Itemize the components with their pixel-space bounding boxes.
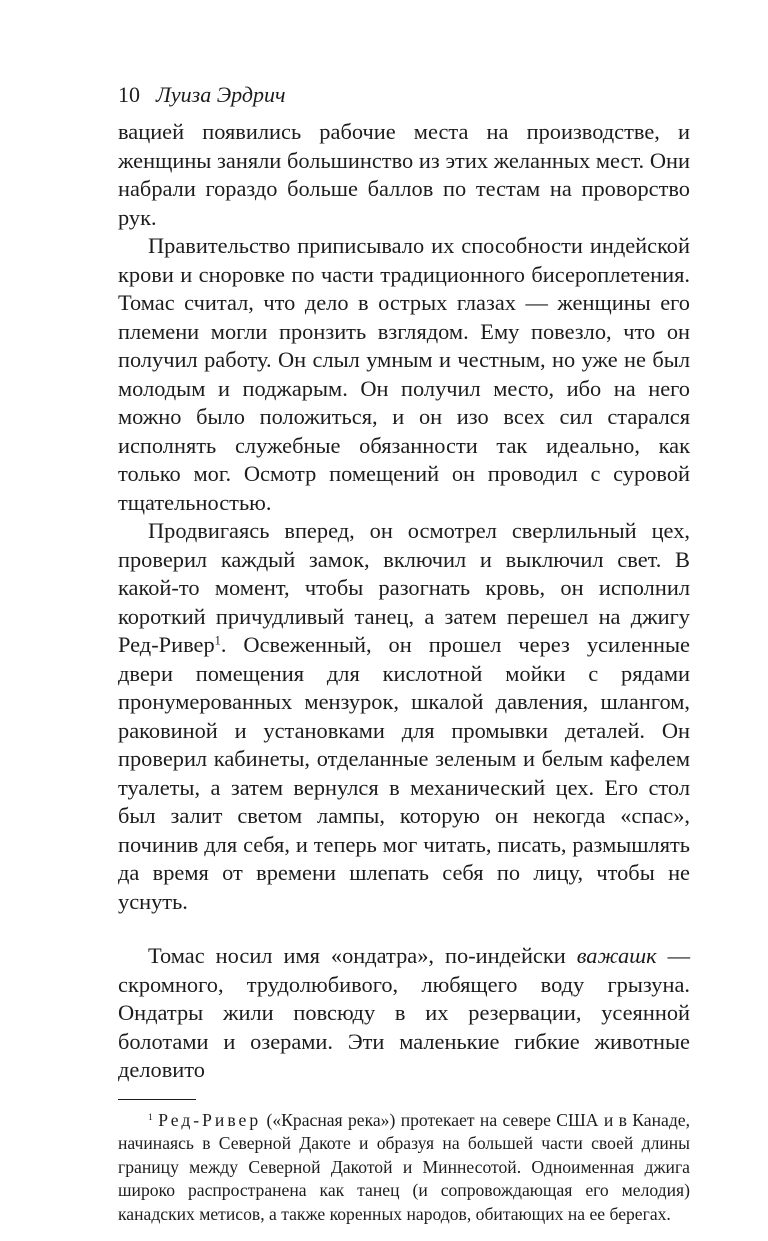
paragraph-4-part-1: Томас носил имя «ондатра», по-индейски: [148, 943, 577, 968]
paragraph-4-part-2: — скромного, трудолюбивого, любящего воду грызуна. Ондатры жили повсюду в их резервации, усеянной болотами и озерами. Эти маленькие гибкие животные деловито: [118, 943, 690, 1082]
paragraph-1: вацией появились рабочие места на производстве, и женщины заняли большинство из этих желанных мест. Они набрали гораздо больше баллов по тестам на проворство рук.: [118, 119, 690, 230]
paragraph-4-emphasis: важашк: [576, 943, 657, 968]
footnote-mark: 1: [148, 1111, 153, 1123]
footnote-reference: 1: [214, 633, 221, 648]
paragraph-4: [118, 942, 690, 1085]
footnote-text: («Красная река») протекает на севере США и в Канаде, начинаясь в Северной Дакоте и образуя на большей части своей длины границу между Северной Дакотой и Миннесотой. Одноименная джига широко распространена как танец (и сопровождающая его мелодия) канадских метисов, а также коренных народов, обитающих на ее берегах.: [118, 1109, 690, 1224]
book-page: [118, 78, 690, 1226]
paragraph-3: [118, 517, 690, 916]
page-number: 10: [118, 82, 140, 107]
section-break: [118, 916, 690, 942]
running-header: [118, 78, 690, 118]
paragraph-2: Правительство приписывало их способности индейской крови и сноровке по части традиционного бисероплетения. Томас считал, что дело в острых глазах — женщины его племени могли пронзить взглядом. Ему повезло, что он получил работу. Он слыл умным и честным, но уже не был молодым и поджарым. Он получил место, ибо на него можно было положиться, и он изо всех сил старался исполнять служебные обязанности так идеально, как только мог. Осмотр помещений он проводил с суровой тщательностью.: [118, 233, 690, 515]
footnote-divider: [118, 1099, 196, 1100]
body-text: [118, 118, 690, 1085]
paragraph-3-part-2: . Освеженный, он прошел через усиленные двери помещения для кислотной мойки с рядами пронумерованных мензурок, шкалой давления, шлангом, раковиной и установками для промывки деталей. Он проверил кабинеты, отделанные зеленым и белым кафелем туалеты, а затем вернулся в механический цех. Его стол был залит светом лампы, которую он некогда «спас», починив для себя, и теперь мог читать, писать, размышлять да время от времени шлепать себя по лицу, чтобы не уснуть.: [118, 632, 690, 914]
paragraph-3-part-1: Продвигаясь вперед, он осмотрел сверлильный цех, проверил каждый замок, включил и выключил свет. В какой-то момент, чтобы разогнать кровь, он исполнил короткий причудливый танец, а затем перешел на джигу Ред-Ривер: [118, 518, 690, 657]
running-head-author: Луиза Эрдрич: [156, 82, 286, 107]
footnote-term: Ред-Ривер: [158, 1109, 262, 1130]
footnote: [118, 1109, 690, 1227]
